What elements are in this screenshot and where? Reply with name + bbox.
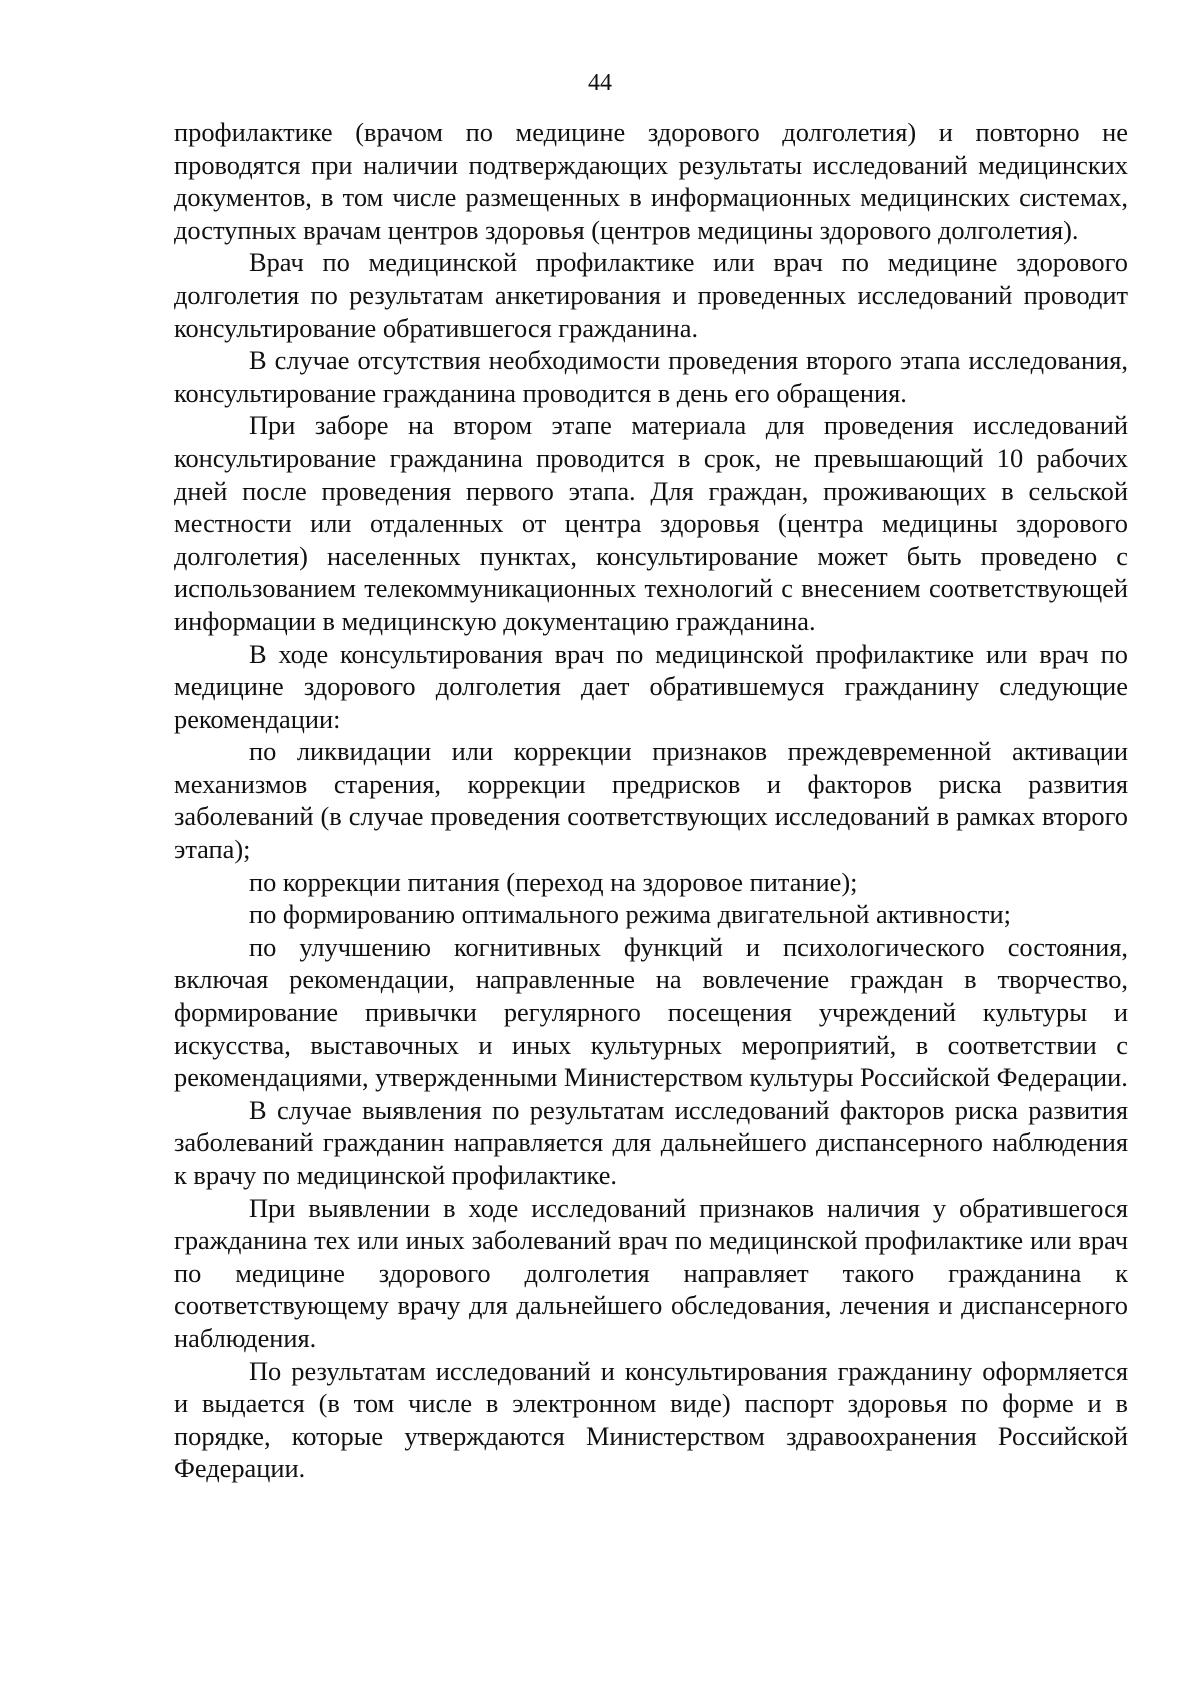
list-item: по ликвидации или коррекции признаков преждевременной активации механизмов старения, коррекции предрисков и факторов риска развития заболеваний (в случае проведения соответствующих исследований в рамках второго этапа);: [174, 736, 1128, 865]
list-item: по коррекции питания (переход на здоровое питание);: [249, 866, 858, 897]
paragraph: профилактике (врачом по медицине здорового долголетия) и повторно не проводятся при наличии подтверждающих результаты исследований медицинских документов, в том числе размещенных в информационных медицинских системах, доступных врачам центров здоровья (центров медицины здорового долголетия).: [174, 117, 1128, 245]
list-item: по улучшению когнитивных функций и психологического состояния, включая рекомендации, направленные на вовлечение граждан в творчество, формирование привычки регулярного посещения учреждений культуры и искусства, выставочных и иных культурных мероприятий, в соответствии с рекомендациями, утвержденными Министерством культуры Российской Федерации.: [174, 931, 1128, 1093]
paragraph: При заборе на втором этапе материала для проведения исследований консультирование гражданина проводится в срок, не превышающий 10 рабочих дней после проведения первого этапа. Для граждан, проживающих в сельской местности или отдаленных от центра здоровья (центра медицины здорового долголетия) населенных пунктах, консультирование может быть проведено с использованием телекоммуникационных технологий с внесением соответствующей информации в медицинскую документацию гражданина.: [174, 410, 1128, 636]
list-item: по формированию оптимального режима двигательной активности;: [249, 899, 1011, 930]
paragraph: В случае отсутствия необходимости проведения второго этапа исследования, консультирование гражданина проводится в день его обращения.: [174, 345, 1128, 408]
page-number: 44: [588, 70, 612, 96]
paragraph: При выявлении в ходе исследований признаков наличия у обратившегося гражданина тех или иных заболеваний врач по медицинской профилактике или врач по медицине здорового долголетия направляет такого гражданина к соответствующему врачу для дальнейшего обследования, лечения и диспансерного наблюдения.: [174, 1192, 1128, 1353]
paragraph: По результатам исследований и консультирования гражданину оформляется и выдается (в том числе в электронном виде) паспорт здоровья по форме и в порядке, которые утверждаются Министерством здравоохранения Российской Федерации.: [174, 1355, 1128, 1484]
paragraph: В ходе консультирования врач по медицинской профилактике или врач по медицине здорового долголетия дает обратившемуся гражданину следующие рекомендации:: [174, 638, 1128, 734]
document-body: [174, 116, 1128, 1485]
paragraph: Врач по медицинской профилактике или врач по медицине здорового долголетия по результатам анкетирования и проведенных исследований проводит консультирование обратившегося гражданина.: [174, 247, 1128, 343]
paragraph: В случае выявления по результатам исследований факторов риска развития заболеваний гражданин направляется для дальнейшего диспансерного наблюдения к врачу по медицинской профилактике.: [174, 1094, 1128, 1190]
